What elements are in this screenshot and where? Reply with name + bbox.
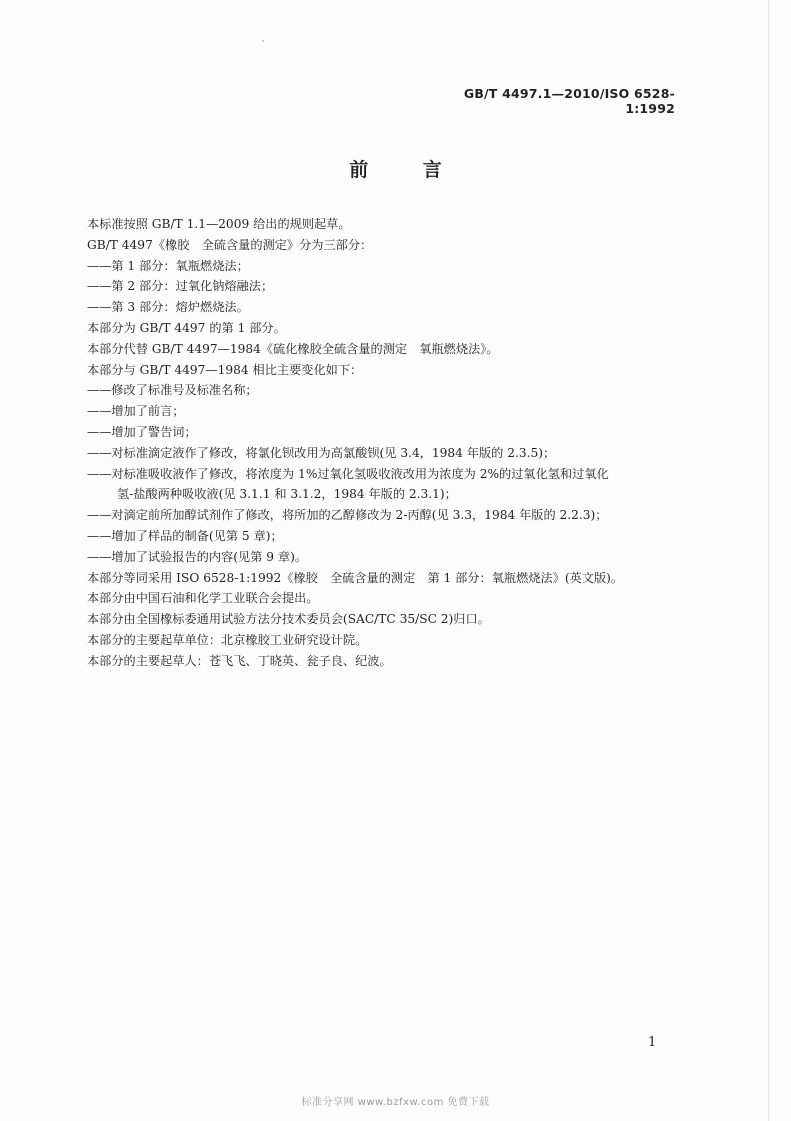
list-item: ——对标准滴定液作了修改，将氯化钡改用为高氯酸钡(见 3.4，1984 年版的 2.3.5)；: [87, 445, 556, 460]
list-item: ——增加了样品的制备(见第 5 章)；: [87, 528, 283, 543]
paragraph-line: 本部分与 GB/T 4497—1984 相比主要变化如下：: [87, 362, 363, 377]
paragraph-line: 本部分等同采用 ISO 6528-1:1992《橡胶 全硫含量的测定 第 1 部分：氧瓶燃烧法》(英文版)。: [87, 570, 624, 585]
paragraph-line: 本部分代替 GB/T 4497—1984《硫化橡胶全硫含量的测定 氧瓶燃烧法》。: [87, 341, 499, 356]
watermark-footer: 标准分享网 www.bzfxw.com 免费下载: [301, 1097, 490, 1108]
list-item: ——第 2 部分：过氧化钠熔融法；: [87, 279, 274, 294]
list-item: ——对滴定前所加醇试剂作了修改，将所加的乙醇修改为 2-丙醇(见 3.3，1984 年版的 2.2.3)；: [87, 508, 608, 523]
scan-speck: [262, 40, 264, 42]
list-item: ——第 1 部分：氧瓶燃烧法；: [87, 258, 249, 273]
paragraph-line: 本部分的主要起草人：苍飞飞、丁晓英、瓮子良、纪波。: [87, 653, 392, 668]
paragraph-line: 本标准按照 GB/T 1.1—2009 给出的规则起草。: [87, 217, 351, 231]
list-item: ——增加了警告词；: [87, 424, 197, 439]
paragraph-line: 本部分由全国橡标委通用试验方法分技术委员会(SAC/TC 35/SC 2)归口。: [87, 612, 490, 627]
page-title: 前 言: [349, 159, 466, 181]
list-item: ——对标准吸收液作了修改，将浓度为 1%过氧化氢吸收液改用为浓度为 2%的过氧化氢和过氧化: [87, 466, 609, 481]
list-item: ——增加了试验报告的内容(见第 9 章)。: [87, 549, 308, 564]
page-number: 1: [648, 1035, 657, 1050]
list-item: ——修改了标准号及标准名称；: [87, 383, 258, 398]
standard-number-header: GB/T 4497.1—2010/ISO 6528-1:1992: [463, 86, 675, 116]
paragraph-line: 本部分为 GB/T 4497 的第 1 部分。: [87, 320, 286, 335]
list-item: ——第 3 部分：熔炉燃烧法。: [87, 300, 249, 315]
paragraph-line: 本部分由中国石油和化学工业联合会提出。: [87, 591, 319, 606]
paragraph-line: GB/T 4497《橡胶 全硫含量的测定》分为三部分：: [87, 237, 373, 252]
foreword-body: [87, 214, 687, 672]
list-item-continuation: 氢-盐酸两种吸收液(见 3.1.1 和 3.1.2，1984 年版的 2.3.1)；: [117, 487, 457, 502]
paragraph-line: 本部分的主要起草单位：北京橡胶工业研究设计院。: [87, 632, 368, 647]
list-item: ——增加了前言；: [87, 404, 185, 419]
